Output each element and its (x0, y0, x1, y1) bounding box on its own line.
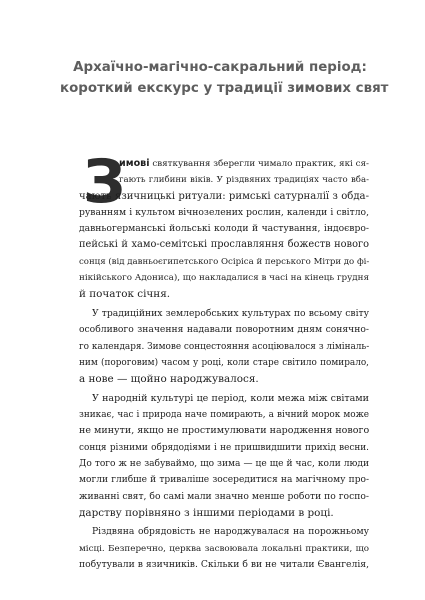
chapter-heading (60, 57, 389, 99)
text-line: До того ж не забуваймо, що зима — це ще й час, коли люди (79, 458, 369, 469)
text-line: имові святкування зберегли чимало практик, які ся- (119, 158, 369, 169)
text-line: могли глибше й триваліше зосередитися на магічному про- (79, 475, 369, 486)
text-line: й початок січня. (79, 288, 171, 301)
text-line: гають глибини віків. У різдвяних традиціях часто вба- (119, 175, 369, 186)
text-line: ним (пороговим) часом у році, коли старе світило помирало, (79, 357, 369, 368)
paragraph-1 (79, 147, 370, 303)
text-line: живанні свят, бо самі мали значно менше роботи по госпо- (79, 490, 369, 502)
text-line: руванням і культом вічнозелених рослин, календи і світло, (79, 206, 369, 218)
text-line: чають язичницькі ритуали: римські сатурналії з обда- (79, 190, 369, 202)
text-line: не минути, якщо не простимулювати народження нового (79, 425, 370, 437)
paragraph-2 (79, 306, 369, 387)
text-line: зникає, час і природа наче помирають, а вічний морок може (79, 410, 369, 421)
drop-cap-letter: З (83, 147, 126, 217)
text-line: побутували в язичників. Скільки б ви не читали Євангелія, (79, 559, 369, 571)
text-line: У традиційних землеробських культурах по всьому світу (92, 307, 369, 319)
text-line: го календаря. Зимове сонцестояння асоціювалося з ліміналь- (79, 341, 370, 352)
text-line: сонця (від давньоєгипетського Осіріса й перського Мітри до фі- (79, 256, 370, 267)
text-line: дарству порівняно з іншими періодами в році. (79, 506, 334, 519)
text-line: Різдвяна обрядовість не народжувалася на порожньому (92, 526, 369, 538)
lead-word: имові (119, 158, 150, 169)
body-text (79, 147, 370, 577)
text-line: місці. Безперечно, церква засвоювала локальні практики, що (79, 543, 369, 554)
text-line: давньогерманські йольські колоди й частування, індоєвро- (79, 223, 369, 235)
text-line: особливого значення надавали поворотним дням сонячно- (79, 324, 369, 336)
paragraph-4 (79, 524, 369, 573)
text-line: сонця різними обрядодіями і не пришвидшити прихід весни. (79, 442, 369, 453)
text-line: У народній культурі це період, коли межа між світами (92, 392, 369, 404)
heading-line-1: Архаїчно-магічно-сакральний період: (73, 60, 367, 75)
heading-line-2: короткий екскурс у традиції зимових свят (60, 81, 389, 96)
paragraph-3 (79, 391, 369, 521)
text-line: пейські й хамо-семітські прославляння божеств нового (79, 239, 369, 251)
text-line: нікійського Адониса), що накладалися в часі на кінець грудня (79, 273, 370, 284)
text-line: а нове — щойно народжувалося. (79, 373, 259, 386)
